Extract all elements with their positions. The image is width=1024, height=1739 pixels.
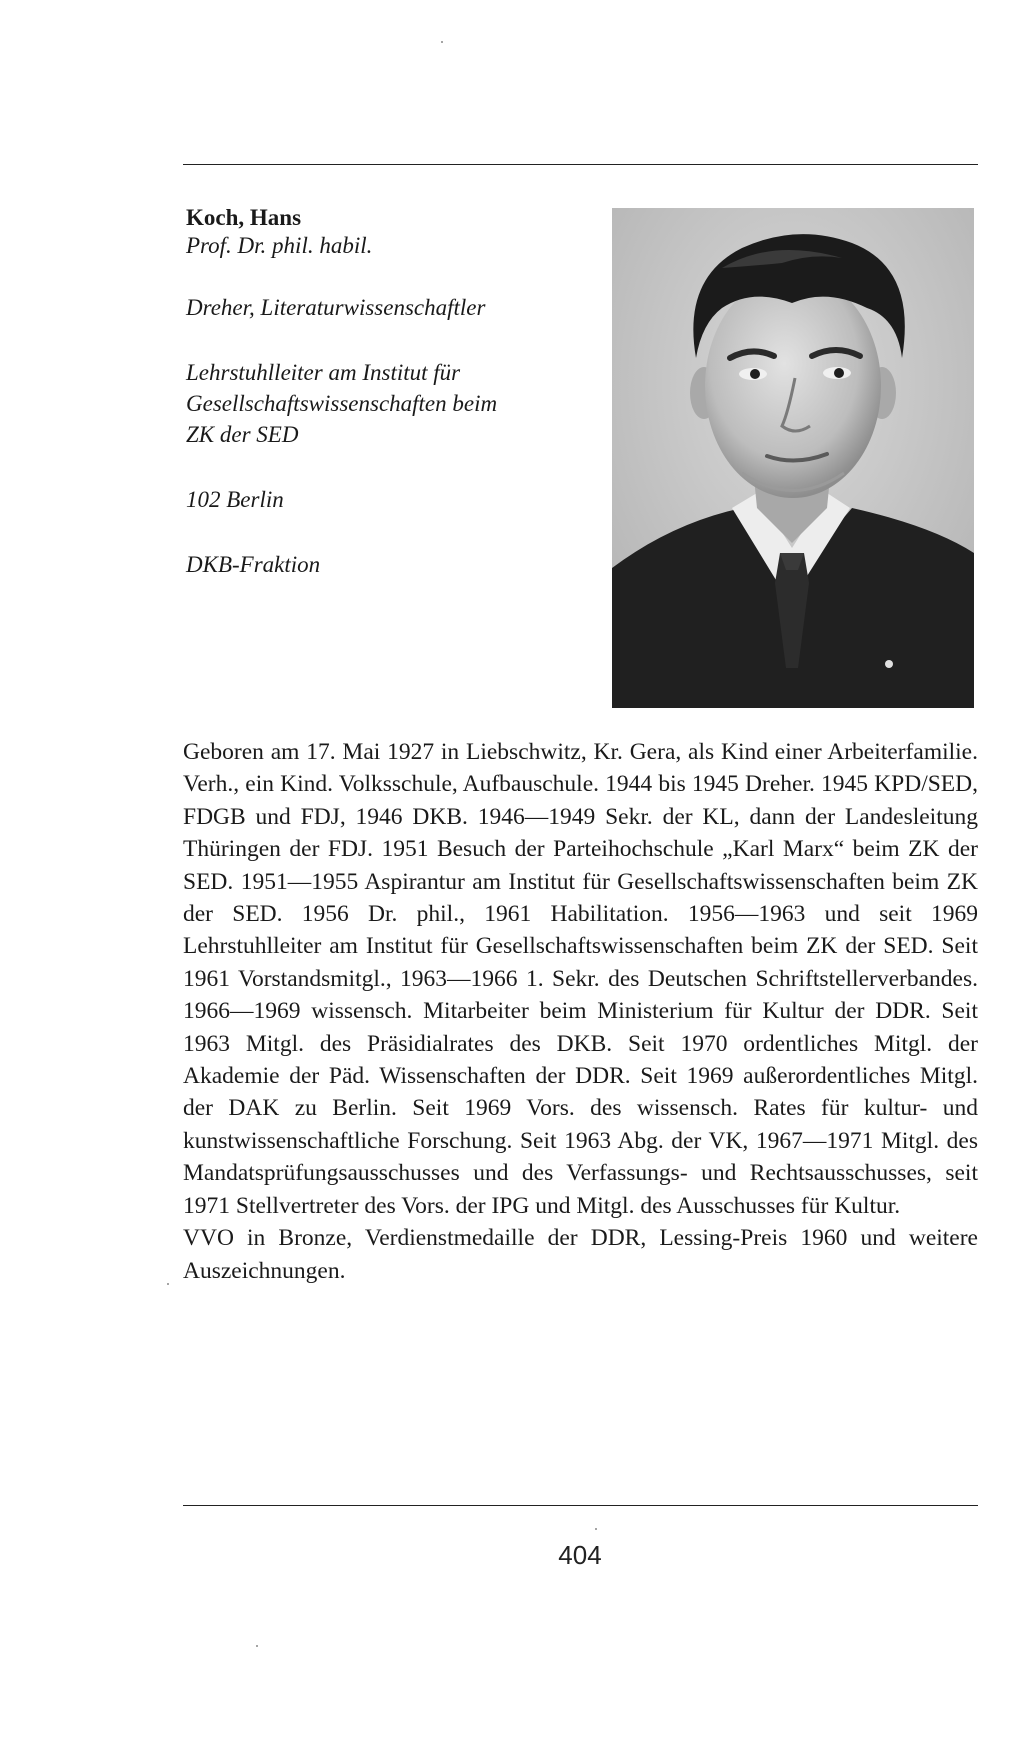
bottom-rule (183, 1505, 978, 1506)
person-name: Koch, Hans (186, 205, 302, 230)
portrait-illustration (612, 208, 974, 708)
profession: Dreher, Literaturwissenschaftler (186, 295, 486, 320)
portrait-photo (612, 208, 974, 708)
scan-speck (167, 1283, 169, 1285)
biography (183, 736, 978, 1287)
page-number: 404 (558, 1540, 602, 1570)
academic-title: Prof. Dr. phil. habil. (186, 233, 373, 258)
scan-speck (441, 41, 443, 43)
top-rule (183, 164, 978, 165)
awards-paragraph: VVO in Bronze, Verdienstmedaille der DDR, Lessing-Preis 1960 und weitere Auszeichnungen. (183, 1225, 978, 1284)
position: Lehrstuhlleiter am Institut für Gesellschaftswissenschaften beim ZK der SED (186, 360, 498, 447)
scan-speck (256, 1645, 258, 1647)
biography-paragraph: Geboren am 17. Mai 1927 in Liebschwitz, Kr. Gera, als Kind einer Arbeiterfamilie. Verh., ein Kind. Volksschule, Aufbauschule. 1944 bis 1945 Dreher. 1945 KPD/SED, FDGB und FDJ, 1946 DKB. 1946—1949 Sekr. der KL, dann der Landesleitung Thüringen der FDJ. 1951 Besuch der Parteihochschule „Karl Marx“ beim ZK der SED. 1951—1955 Aspirantur am Institut für Gesellschaftswissenschaften beim ZK der SED. 1956 Dr. phil., 1961 Habilitation. 1956—1963 und seit 1969 Lehrstuhlleiter am Institut für Gesellschaftswissenschaften beim ZK der SED. Seit 1961 Vorstandsmitgl., 1963—1966 1. Sekr. des Deutschen Schriftstellerverbandes. 1966—1969 wissensch. Mitarbeiter beim Ministerium für Kultur der DDR. Seit 1963 Mitgl. des Präsidialrates des DKB. Seit 1970 ordentliches Mitgl. der Akademie der Päd. Wissenschaften der DDR. Seit 1969 außerordentliches Mitgl. der DAK zu Berlin. Seit 1969 Vors. des wissensch. Rates für kultur- und kunstwissenschaftliche Forschung. Seit 1963 Abg. der VK, 1967—1971 Mitgl. des Mandatsprüfungsausschusses und des Verfassungs- und Rechtsausschusses, seit 1971 Stellvertreter des Vors. der IPG und Mitgl. des Ausschusses für Kultur. (183, 739, 978, 1219)
scan-speck (595, 1528, 597, 1530)
entry-header (186, 204, 606, 614)
faction: DKB-Fraktion (186, 552, 321, 577)
address: 102 Berlin (186, 487, 284, 512)
